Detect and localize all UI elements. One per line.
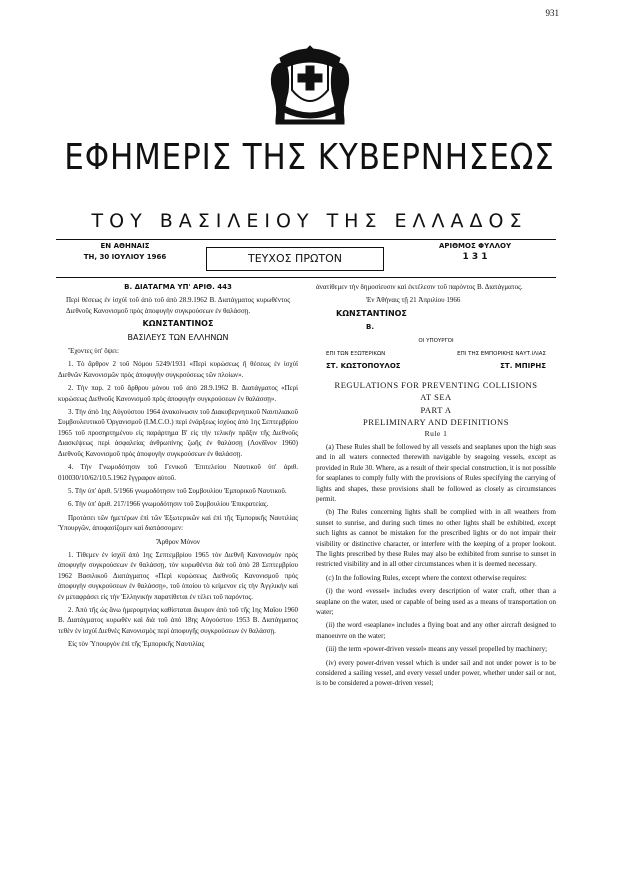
min2-name: ΣΤ. ΜΠΙΡΗΣ <box>500 362 546 371</box>
date-line: ΤΗ, 30 ΙΟΥΛΙΟΥ 1966 <box>83 253 167 261</box>
article-heading: Ἄρθρον Μόνον <box>156 537 200 546</box>
minister-names <box>326 361 546 371</box>
gazette-title: ΕΦΗΜΕΡΙΣ ΤΗΣ ΚΥΒΕΡΝΗΣΕΩΣ <box>64 137 555 178</box>
min1-role: ΕΠΙ ΤΩΝ ΕΞΩΤΕΡΙΚΩΝ <box>326 351 386 358</box>
article-item-1: 1. Τίθεμεν ἐν ἰσχύϊ ἀπὸ 1ης Σεπτεμβρίου 1965 τὸν Διεθνῆ Κανονισμὸν πρὸς ἀποφυγὴν συγκρούσεων ἐν θαλάσσῃ, τὸν κυρωθέντα διὰ τοῦ ἀπὸ 28 Σεπτεμβρίου 1962 Βασιλικοῦ Διατάγματος «Περὶ κυρώσεως Διεθνοῦς Κανονισμοῦ πρὸς ἀποφυγὴν συγκρούσεων ἐν θαλάσσῃ», τοῦ ὁποίου τὸ κείμενον εἰς τὴν Ἀγγλικὴν καὶ ἐν μεταφράσει εἰς τὴν Ἑλληνικὴν παρατίθεται ἐν τέλει τοῦ παρόντος. <box>58 550 298 601</box>
para-b: (b) The Rules concerning lights shall be complied with in all weathers from sunset to sunrise, and during such times no other lights shall be exhibited, except such lights as cannot be mistaken for the prescribed lights or do not impair their visibility or distinctive character, or interfere with the keeping of a proper lookout. The lights prescribed by these Rules may also be exhibited from sunrise to sunset in restricted visibility and in all other circumstances when it is deemed necessary. <box>316 508 556 569</box>
rule-label: Rule 1 <box>424 429 448 439</box>
issue-box: ΤΕΥΧΟΣ ΠΡΩΤΟΝ <box>206 247 384 271</box>
rule-top <box>56 239 556 240</box>
king-signature: ΚΩΝΣΤΑΝΤΙΝΟΣ <box>336 308 407 318</box>
sheet-number-block <box>400 241 550 263</box>
article-item-3: Εἰς τὸν Ὑπουργὸν ἐπὶ τῆς Ἐμπορικῆς Ναυτιλίας <box>68 640 205 649</box>
place-date: Ἐν Ἀθήναις τῇ 21 Ἀπριλίου 1966 <box>366 296 461 305</box>
right-column <box>316 282 556 692</box>
item-2: 2. Τὴν παρ. 2 τοῦ ἄρθρου μόνου τοῦ ἀπὸ 28.9.1962 Β. Διατάγματος «Περὶ κυρώσεως Διεθνοῦς Κανονισμοῦ πρὸς ἀποφυγὴν συγκρούσεων ἐν θαλάσσῃ». <box>58 384 298 403</box>
eng-title-1: REGULATIONS FOR PREVENTING COLLISIONS <box>334 379 538 390</box>
sheet-number: 1 3 1 <box>462 252 488 262</box>
para-c: (c) In the following Rules, except where the context otherwise requires: <box>326 573 527 582</box>
article-item-2: 2. Ἀπὸ τῆς ὡς ἄνω ἡμερομηνίας καθίσταται ἄκυρον ἀπὸ τοῦ τῆς 1ης Μαΐου 1960 Β. Διατάγματος κυρωθὲν καὶ διὰ τοῦ ἀπὸ 18ης Αὐγούστου 1953 Β. Διατάγματος τεθὲν ἐν ἰσχύϊ Διεθνὲς Κανονισμὸς περὶ ἀποφυγῆς συγκρούσεων ἐν θαλάσσῃ. <box>58 605 298 635</box>
part-title: PRELIMINARY AND DEFINITIONS <box>363 417 509 428</box>
place-line: ΕΝ ΑΘΗΝΑΙΣ <box>100 242 150 250</box>
sheet-label: ΑΡΙΘΜΟΣ ΦΥΛΛΟΥ <box>438 242 512 250</box>
rule-bottom <box>56 277 556 278</box>
page-number: 931 <box>545 8 559 18</box>
para-c-iii: (iii) the term «power-driven vessel» means any vessel propelled by machinery; <box>326 645 548 654</box>
decree-title: Β. ΔΙΑΤΑΓΜΑ ΥΠ' ΑΡΙΘ. 443 <box>124 283 232 291</box>
king-name: ΚΩΝΣΤΑΝΤΙΝΟΣ <box>142 319 214 329</box>
decree-subject: Περί θέσεως ἐν ἰσχύϊ τοῦ ἀπὸ τοῦ ἀπὸ 28.9.1962 Β. Διατάγματος κυρωθέντος Διεθνοῦς Κανονισμοῦ πρὸς ἀποφυγὴν συγκρούσεων ἐν θαλάσσῃ. <box>66 296 290 315</box>
king-initial: Β. <box>366 323 374 332</box>
para-a: (a) These Rules shall be followed by all vessels and seaplanes upon the high seas and in all waters connected therewith navigable by seagoing vessels, except as provided in Rule 30. Where, as a result of their special construction, it is not possible for seaplanes to comply fully with the provisions of Rules specifying the carrying of lights and shapes, these provisions shall be followed as closely as circumstances permit. <box>316 442 556 503</box>
eng-title-2: AT SEA <box>420 392 452 403</box>
item-6: 6. Τὴν ὑπ' ἀριθ. 217/1966 γνωμοδότησιν τοῦ Συμβουλίου Ἐπικρατείας. <box>68 500 269 509</box>
proposal-text: Προτάσει τῶν ἡμετέρων ἐπὶ τῶν Ἐξωτερικῶν καὶ ἐπὶ τῆς Ἐμπορικῆς Ναυτιλίας Ὑπουργῶν, ἀποφασίζομεν καὶ διατάσσομεν: <box>58 513 298 533</box>
king-title: ΒΑΣΙΛΕΥΣ ΤΩΝ ΕΛΛΗΝΩΝ <box>127 332 229 342</box>
item-4: 4. Τὴν Γνωμοδότησιν τοῦ Γενικοῦ Ἐπιτελείου Ναυτικοῦ ὑπ' ἀριθ. 010030/10/62/10.5.1962 ἔγγραφον αὐτοῦ. <box>58 463 298 482</box>
cont-text: ἀνατίθεμεν τὴν δημοσίευσιν καὶ ἐκτέλεσιν τοῦ παρόντος Β. Διατάγματος. <box>316 283 523 291</box>
para-c-i: (i) the word «vessel» includes every description of water craft, other than a seaplane on the water, used or capable of being used as a means of transportation on water; <box>316 587 556 616</box>
min2-role: ΕΠΙ ΤΗΣ ΕΜΠΟΡΙΚΗΣ ΝΑΥΤ.ΙΛΙΑΣ <box>457 351 546 358</box>
ministers-label: ΟΙ ΥΠΟΥΡΓΟΙ <box>418 337 454 344</box>
item-3: 3. Τὴν ἀπὸ 1ης Αὐγούστου 1964 ἀνακοίνωσιν τοῦ Διακυβερνητικοῦ Ναυτιλιακοῦ Συμβουλευτικοῦ Ὀργανισμοῦ (Ι.Μ.C.Ο.) περὶ ἐνάρξεως ἰσχύος ἀπὸ 1ης Σεπτεμβρίου 1965 τοῦ προσηρτημένου εἰς παράρτημα Β' εἰς τὴν τελικὴν πρᾶξιν τῆς Διεθνοῦς Διασκέψεως περὶ ἀσφαλείας ἀνθρωπίνης ζωῆς ἐν θαλάσσῃ (Λονδῖνον 1960) Διεθνοῦς Κανονισμοῦ πρὸς ἀποφυγὴν συγκρούσεων ἐν θαλάσσῃ. <box>58 408 298 458</box>
item-5: 5. Τὴν ὑπ' ἀριθ. 5/1966 γνωμοδότησιν τοῦ Συμβουλίου Ἐμπορικοῦ Ναυτικοῦ. <box>68 486 287 495</box>
minister-roles <box>326 349 546 359</box>
royal-coat-of-arms-icon <box>262 44 358 130</box>
having-text: Ἔχοντες ὑπ' ὄψει: <box>68 347 119 356</box>
gazette-subtitle: ΤΟΥ ΒΑΣΙΛΕΙΟΥ ΤΗΣ ΕΛΛΑΔΟΣ <box>91 210 528 232</box>
part-label: PART A <box>420 404 452 415</box>
para-c-iv: (iv) every power-driven vessel which is under sail and not under power is to be considered a sailing vessel, and every vessel under power, whether under sail or not, is to be considered a power-driven vessel; <box>316 658 556 688</box>
left-column <box>58 282 298 653</box>
min1-name: ΣΤ. ΚΩΣΤΟΠΟΥΛΟΣ <box>326 362 401 371</box>
place-date-block <box>60 241 190 263</box>
para-c-ii: (ii) the word «seaplane» includes a flying boat and any other aircraft designed to manoeuvre on the water; <box>316 621 556 640</box>
item-1: 1. Τὸ ἄρθρον 2 τοῦ Νόμου 5249/1931 «Περὶ κυρώσεως ἢ θέσεως ἐν ἰσχύϊ Διεθνῶν Κανονισμῶν πρὸς ἀποφυγὴν συγκρούσεως τῶν πλοίων». <box>58 360 298 379</box>
